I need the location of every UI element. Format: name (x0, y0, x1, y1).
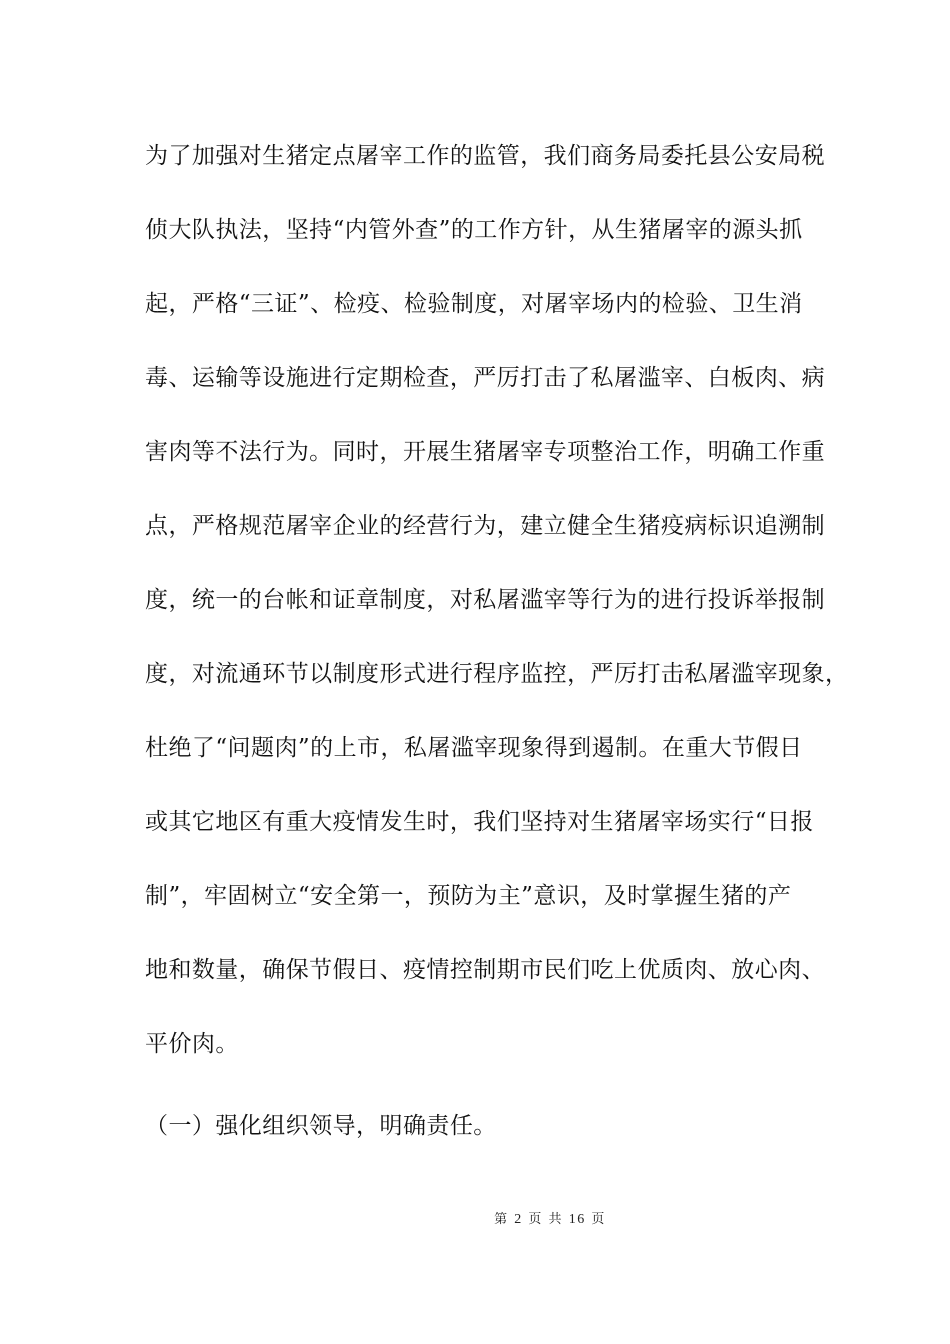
footer-middle: 页 共 (528, 1212, 564, 1227)
paragraph-line-11: 制”，牢固树立“安全第一，预防为主”意识，及时掌握生猪的产 (145, 883, 792, 909)
paragraph-line-8: 度，对流通环节以制度形式进行程序监控，严厉打击私屠滥宰现象， (145, 661, 849, 687)
section-heading: （一）强化组织领导，明确责任。 (145, 1113, 497, 1139)
footer-current-page: 2 (514, 1212, 523, 1227)
paragraph-line-12: 地和数量，确保节假日、疫情控制期市民们吃上优质肉、放心肉、 (145, 957, 826, 983)
paragraph-line-6: 点，严格规范屠宰企业的经营行为，建立健全生猪疫病标识追溯制 (145, 513, 826, 539)
paragraph-line-9: 杜绝了“问题肉”的上市，私屠滥宰现象得到遏制。在重大节假日 (145, 735, 803, 761)
page-footer (0, 1208, 950, 1228)
paragraph-line-7: 度，统一的台帐和证章制度，对私屠滥宰等行为的进行投诉举报制 (145, 587, 826, 613)
paragraph-line-3: 起，严格“三证”、检疫、检验制度，对屠宰场内的检验、卫生消 (145, 291, 803, 317)
footer-suffix: 页 (591, 1212, 606, 1227)
paragraph-line-2: 侦大队执法，坚持“内管外查”的工作方针，从生猪屠宰的源头抓 (145, 217, 803, 243)
paragraph-line-13: 平价肉。 (145, 1031, 239, 1057)
body-paragraph (145, 132, 849, 1100)
paragraph-line-5: 害肉等不法行为。同时，开展生猪屠宰专项整治工作，明确工作重 (145, 439, 826, 465)
paragraph-line-10: 或其它地区有重大疫情发生时，我们坚持对生猪屠宰场实行“日报 (145, 809, 814, 835)
footer-prefix: 第 (494, 1212, 509, 1227)
footer-total-pages: 16 (568, 1212, 586, 1227)
paragraph-line-1: 为了加强对生猪定点屠宰工作的监管，我们商务局委托县公安局税 (145, 143, 826, 169)
paragraph-line-4: 毒、运输等设施进行定期检查，严厉打击了私屠滥宰、白板肉、病 (145, 365, 826, 391)
